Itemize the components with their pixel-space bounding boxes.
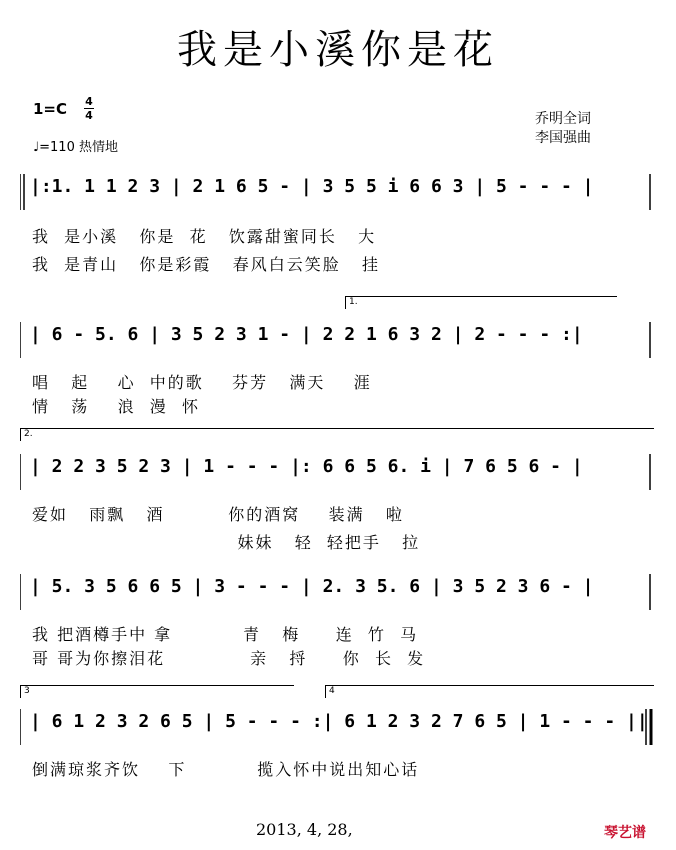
score-row-2 bbox=[20, 318, 656, 360]
row-2-lyric-verse-2: 情 荡 浪 漫 怀 bbox=[32, 397, 200, 416]
row-5-notes: | 6 1 2 3 2 6 5 | 5 - - - :| 6 1 2 3 2 7 6 5 | 1 - - - || bbox=[30, 711, 648, 732]
logo-text: 琴艺谱 bbox=[604, 825, 646, 841]
row-4-notes: | 5. 3 5 6 6 5 | 3 - - - | 2. 3 5. 6 | 3 5 2 3 6 - | bbox=[30, 576, 594, 597]
row-1-notes: |:1. 1 1 2 3 | 2 1 6 5 - | 3 5 5 i 6 6 3 | 5 - - - | bbox=[30, 176, 594, 197]
footer-date: 2013, 4, 28, bbox=[256, 820, 353, 839]
score-row-1 bbox=[20, 170, 656, 212]
row-2-lyric-verse-1: 唱 起 心 中的歌 芬芳 满天 涯 bbox=[32, 373, 372, 392]
row-2-notes: | 6 - 5. 6 | 3 5 2 3 1 - | 2 2 1 6 3 2 | 2 - - - :| bbox=[30, 324, 583, 345]
row-3-lyric-verse-2: 妹妹 轻 轻把手 拉 bbox=[32, 533, 421, 552]
row-1-lyric-verse-1: 我 是小溪 你是 花 饮露甜蜜同长 大 bbox=[32, 227, 377, 246]
time-signature bbox=[84, 96, 94, 121]
score-row-3 bbox=[20, 450, 656, 492]
score-row-5 bbox=[20, 705, 656, 747]
volta-bracket-3: 3 bbox=[20, 685, 294, 698]
row-4-lyric-verse-1: 我 把酒樽手中 拿 青 梅 连 竹 马 bbox=[32, 625, 419, 644]
score-row-4 bbox=[20, 570, 656, 612]
row-5-lyric-verse-1: 倒满琼浆齐饮 下 揽入怀中说出知心话 bbox=[32, 760, 420, 779]
volta-bracket-2: 2. bbox=[20, 428, 654, 441]
row-3-lyric-verse-1: 爱如 雨飘 酒 你的酒窝 装满 啦 bbox=[32, 505, 404, 524]
time-signature-top: 4 bbox=[85, 95, 93, 108]
page-title: 我是小溪你是花 bbox=[177, 27, 499, 73]
volta-bracket-4: 4 bbox=[325, 685, 654, 698]
composer-credit: 李国强曲 bbox=[535, 130, 591, 146]
volta-bracket-1: 1. bbox=[345, 296, 617, 309]
row-3-notes: | 2 2 3 5 2 3 | 1 - - - |: 6 6 5 6. i | 7 6 5 6 - | bbox=[30, 456, 583, 477]
time-signature-bottom: 4 bbox=[85, 109, 93, 122]
tempo-marking: ♩=110 热情地 bbox=[33, 140, 118, 155]
site-logo bbox=[604, 822, 646, 842]
row-4-lyric-verse-2: 哥 哥为你擦泪花 亲 捋 你 长 发 bbox=[32, 649, 426, 668]
key-signature: 1=C bbox=[33, 100, 68, 118]
lyricist-credit: 乔明全词 bbox=[535, 111, 591, 127]
row-1-lyric-verse-2: 我 是青山 你是彩霞 春风白云笑脸 挂 bbox=[32, 255, 380, 274]
